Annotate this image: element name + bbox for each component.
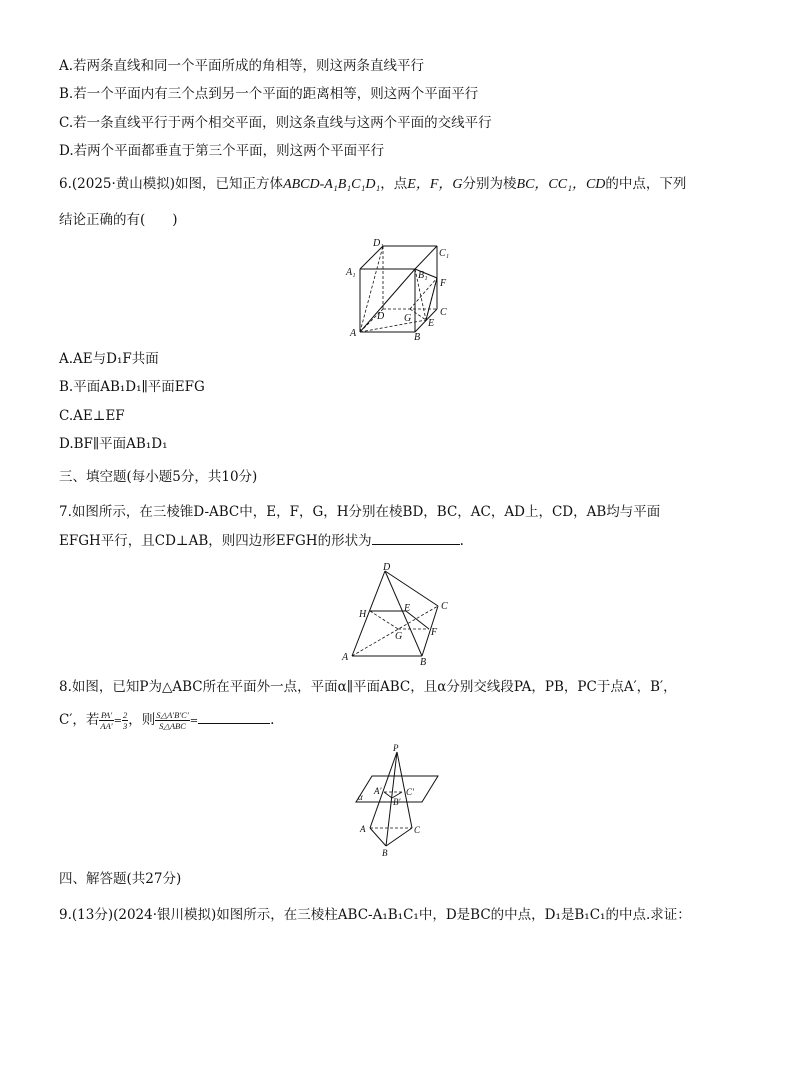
q7-line2-text: EFGH平行，且CD⊥AB，则四边形EFGH的形状为 (59, 533, 372, 549)
q7-tetrahedron-figure (340, 561, 460, 667)
q8-fraction-pa (99, 710, 113, 731)
q8-stem-line1: 8.如图，已知P为△ABC所在平面外一点，平面α∥平面ABC，且α分别交线段PA，PB，PC于点A′，B′， (59, 679, 677, 695)
q6-option-d: D.BF∥平面AB₁D₁ (59, 436, 168, 452)
section-4-heading: 四、解答题(共27分) (59, 871, 182, 887)
label-f: F (431, 627, 438, 638)
q8-stem-line2 (59, 710, 274, 731)
q5-option-a: A.若两条直线和同一个平面所成的角相等，则这两条直线平行 (59, 58, 425, 74)
label-a-prime: A′ (374, 786, 382, 796)
label-e: E (428, 318, 435, 329)
label-c: C (441, 601, 448, 612)
q5-option-d: D.若两个平面都垂直于第三个平面，则这两个平面平行 (59, 143, 385, 159)
label-a: A (342, 652, 349, 663)
label-b-prime: B′ (393, 797, 401, 807)
q6-mid1: ，点 (380, 176, 408, 192)
label-b: B (382, 848, 388, 858)
label-d1: D₁ (373, 238, 384, 249)
q8-pyramid-figure (352, 742, 444, 858)
label-d: D (383, 562, 391, 573)
label-a: A (350, 328, 357, 339)
q6-cube: ABCD-A₁B₁C₁D₁ (283, 177, 381, 192)
label-p: P (393, 743, 399, 753)
label-b: B (414, 332, 421, 343)
label-g: G (395, 631, 403, 642)
frac1-den: AA′ (100, 721, 113, 731)
frac1-n: 2 (123, 710, 128, 720)
label-h: H (359, 609, 367, 620)
q8-fraction-area (155, 710, 189, 731)
q6-option-b: B.平面AB₁D₁∥平面EFG (59, 379, 205, 395)
label-c-prime: C′ (406, 787, 414, 797)
q8-line2-mid: ，则 (128, 712, 156, 728)
q7-stem-line1: 7.如图所示，在三棱锥D-ABC中，E，F，G，H分别在棱BD，BC，AC，AD上，CD，AB均与平面 (59, 504, 661, 520)
label-alpha: α (358, 792, 363, 802)
frac1-d: 3 (123, 721, 128, 731)
q6-stem-line2: 结论正确的有( ) (59, 212, 178, 228)
frac1-eq: = (113, 716, 123, 727)
q6-option-c: C.AE⊥EF (59, 408, 125, 424)
q6-suffix: 的中点，下列 (605, 176, 687, 192)
section-3-heading: 三、填空题(每小题5分，共10分) (59, 469, 258, 485)
label-g: G (404, 313, 412, 324)
label-c: C (414, 825, 421, 835)
label-b: B (420, 657, 427, 667)
label-f: F (440, 278, 447, 289)
q7-answer-blank[interactable] (372, 532, 460, 545)
label-b1: B₁ (418, 270, 428, 281)
frac2-den: S△ABC (159, 721, 186, 731)
label-e: E (404, 603, 411, 614)
q6-option-a: A.AE与D₁F共面 (59, 351, 159, 367)
q5-option-b: B.若一个平面内有三个点到另一个平面的距离相等，则这两个平面平行 (59, 86, 479, 102)
q6-prefix: 6.(2025·黄山模拟)如图，已知正方体 (59, 176, 284, 192)
label-c: C (440, 307, 447, 318)
q9-stem-line1: 9.(13分)(2024·银川模拟)如图所示，在三棱柱ABC-A₁B₁C₁中，D是BC的中点，D₁是B₁C₁的中点.求证： (59, 907, 691, 923)
q8-end: . (270, 712, 275, 728)
label-c1: C₁ (439, 248, 450, 259)
q6-edges: BC，CC₁，CD (516, 177, 606, 192)
q6-points: E，F，G (407, 177, 463, 192)
label-a1: A₁ (346, 267, 356, 278)
q8-eq: = (189, 716, 199, 727)
q8-line2-pre: C′，若 (59, 712, 100, 728)
label-d: D (377, 311, 385, 322)
q6-stem-line1 (59, 175, 686, 194)
q7-end: . (459, 533, 464, 549)
q6-mid2: 分别为棱 (462, 176, 517, 192)
label-a: A (360, 824, 366, 834)
frac1-num: PA′ (100, 710, 113, 720)
q7-stem-line2 (59, 532, 464, 550)
q5-option-c: C.若一条直线平行于两个相交平面，则这条直线与这两个平面的交线平行 (59, 115, 492, 131)
frac2-num: S△A′B′C′ (156, 710, 189, 720)
q8-answer-blank[interactable] (198, 711, 270, 724)
q6-cube-figure (340, 236, 460, 344)
